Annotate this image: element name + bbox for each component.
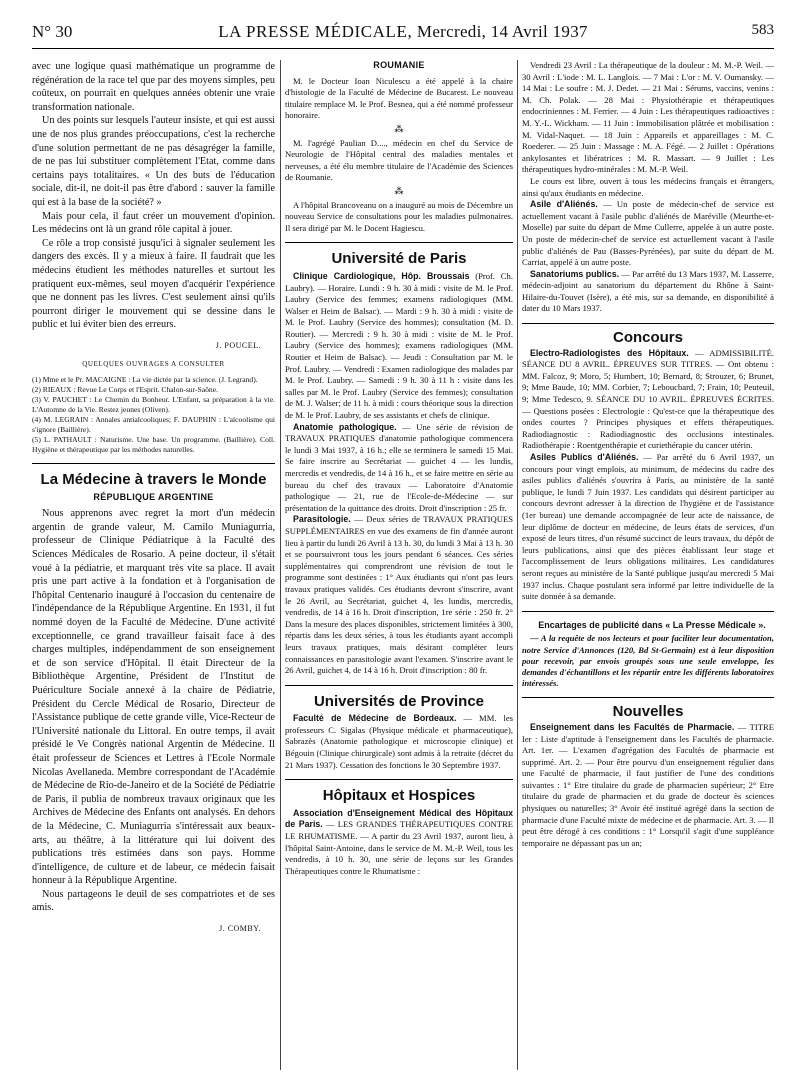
paragraph: avec une logique quasi mathématique un programme de régénération de la race tel que par des moyens simples, peu coûteux, on pourrait en quelques années obtenir une vraie transformation nationale. [32,61,275,113]
item-text: — ADMISSIBILITÉ. SÉANCE DU 8 AVRIL. ÉPREUVES SUR TITRES. — Ont obtenu : MM. Falcoz, 9; Moro, 5; Humbert, 10; Bernard, 8; Strouzer, 6; Brunet, 9; Mme Baude, 10; MM. Corbier, 7; Leboucbard, 7; Frain, 10; Peuteuil, 9; Mme Tedesco, 9. SÉANCE DU 10 AVRIL. ÉPREUVES ÉCRITES. — Questions posées : Electrologie : Qu'est-ce que la thérapeutique des ondes courtes ? Principes physiques et effets thérapeutiques. Radiodiagnostic : Radiodiagnostic des occlusions intestinales. Radiothérapie : Roentgenthérapie et curiethérapie du cancer utérin. [522,347,774,451]
column-2 [285,60,513,1070]
divider [285,242,513,243]
section-title: Nouvelles [612,703,684,721]
item-lead: Anatomie pathologique. [293,421,397,432]
paragraph: Nous partageons le deuil de ses compatriotes et de ses amis. [32,888,275,914]
section-title: La Médecine à travers le Monde [40,471,267,489]
item-text: (Prof. Ch. Laubry). — Horaire. Lundi : 9 h. 30 à midi : visite de M. le Prof. Laubry (Service des femmes; examens radiologiques (MM. Walser et Heim de Balsac). — Mardi : 9 h. 30 à midi : visite de M. le Prof. Laubry (Service des hommes); consultation (M. D. Routier). — Mercredi : 9 h. 30 à midi : visite de M. le Prof. Laubry (Service des hommes); examens radiologiques (MM. Routier et Heim de Balsac). — Jeudi : Consultation par M. le Prof. Laubry. — Vendredi : Examen radiologique des malades par M. le Prof. Laubry. — Samedi : 9 h. 30 à 11 h : visite dans les salles par M. le Prof. Laubry (Service des femmes); consultation de M. J. Walser; de 11 h. à midi : cours théorique sous la direction de M. le Prof. Laubry, de ses assistants et chefs de clinique. [285,270,513,421]
column-rule-2 [517,60,518,1070]
references-list [32,375,275,455]
item-text: — Une série de révision de TRAVAUX PRATIQUES d'anatomie pathologique commencera le lundi 3 Mai 1937, à 16 h.; elle se terminera le samedi 15 Mai. Se faire inscrire au Secrétariat — guichet 4 — les lundis, mercredis et vendredis, de 14 à 16 h., et se faire mettre en série au bureau du chef des travaux — Laboratoire d'Anatomie pathologique — 21, rue de l'Ecole-de-Médecine — sur présentation de la quittance des droits. Droit d'inscription : 25 fr. [285,421,513,513]
paragraph: Le cours est libre, ouvert à tous les médecins français et étrangers, ainsi qu'aux étudiants en médecine. [522,175,774,198]
column-rule-1 [280,60,281,1070]
country-heading: RÉPUBLIQUE ARGENTINE [93,491,214,502]
signature: J. POUCEL. [215,340,261,350]
section-title: Concours [612,329,683,347]
signature: J. COMBY. [219,924,261,934]
section-title: Université de Paris [331,250,467,268]
paragraph: Ce rôle a trop consisté jusqu'ici à signaler seulement les dangers des excès. Il y a mieux à faire. Il faudrait que les médecins étudient les méthodes naturelles et surtout les pratiquent eux-mêmes, seul moyen d'acquérir l'expérience que ne donnent pas les livres. C'est seulement ainsi qu'ils pourront diriger le mouvement qui se dessine dans le public et lui éviter bien des erreurs. [32,237,275,331]
divider [285,685,513,686]
page-number: 583 [751,22,774,38]
news-item [285,422,513,515]
column-1 [32,60,275,1070]
paragraph: Mais pour cela, il faut créer un mouvement d'opinion. Les médecins ont là un grand rôle capital à jouer. [32,210,275,236]
item-lead: Asiles Publics d'Aliénés. [530,452,639,462]
news-item [522,199,774,269]
journal-title [32,22,774,42]
paragraph: M. l'agrégé Paulian D...., médecin en chef du Service de Neurologie de l'Hôpital central des maladies mentales et nerveuses, a été élu membre titulaire de l'Académie des Sciences de Roumanie. [285,137,513,183]
news-item [285,271,513,422]
news-item [522,452,774,603]
item-text: — MM. les professeurs C. Sigalas (Physique médicale et pharmaceutique), Sabrazès (Anatomie pathologique et microscopie clinique) et Bégouin (Clinique chirurgicale) sont admis à la retraite (décret du 21 Mars 1937). Cessation des fonctions le 30 Septembre 1937. [285,713,513,770]
column-3 [522,60,774,1070]
reference-item: (1) Mme et le Pr. MACAIGNE : La vie dictée par la science. (J. Legrand). [32,375,258,385]
separator-stars: ⁂ [394,123,404,134]
reference-item: (3) V. PAUCHET : Le Chemin du Bonheur. L'Enfant, sa préparation à la vie. L'Automne de la Vie. Restez jeunes (Oliven). [32,395,275,415]
reference-item: (5) L. PATHAULT : Naturisme. Une base. Un programme. (Baillière). Coll. Hygiène et thérapeutique par les méthodes naturelles. [32,435,275,455]
paragraph: Vendredi 23 Avril : La thérapeutique de la douleur : M. M.-P. Weil. — 30 Avril : L'iode : M. L. Langlois. — 7 Mai : L'or : M. V. Oumansky. — 14 Mai : Le soufre : M. J. Dedet. — 21 Mai : Sérums, vaccins, venins : M. Ch. Polak. — 28 Mai : Physiothérapie et thérapeutiques endocriniennes : M. Ferrier. — 4 Juin : Les thérapeutiques radioactives : M. Y.-L. Wickham. — 11 Juin : Immobilisation plâtrée et mobilisation : M. Vidal-Naquet. — 18 Juin : Appareils et appareillages : M. C. Roederer. — 25 Juin : Massage : M. A. Fégé. — 2 Juillet : Opérations ankylosantes et libératrices : M. R. Massart. — 9 Juillet : Les thérapeutiques hydro-minérales : M. M.-P. Weil. [522,60,774,175]
paragraph: M. le Docteur Ioan Niculescu a été appelé à la chaire d'histologie de la Faculté de Médecine de Bucarest. Le nouveau titulaire remplace M. le Prof. Besnea, qui a été nommé professeur honoraire. [285,75,513,121]
news-item [285,808,513,878]
item-text: — Par arrêté du 13 Mars 1937, M. Lasserre, médecin-adjoint au sanatorium du département du Rhône à Saint-Hilaire-du-Touvet (Isère), a été mis, sur sa demande, en disponibilité à dater du 10 Mars 1937. [522,268,774,314]
item-text: — Deux séries de TRAVAUX PRATIQUES SUPPLÉMENTAIRES en vue des examens de fin d'année auront lieu à partir du lundi 26 Avril à 13 h. 30, du lundi 3 Mai à 13 h. 30 et se poursuivront tous les jours pendant 6 séances. Ces séries supplémentaires qui comprendront une révision de tout le programme sont destinées : 1° Aux étudiants qui n'ont pas leurs travaux pratiques validés. Ces étudiants devront s'inscrire, avant le 26 Avril, au Secrétariat, guichet 4, les lundis, mercredis, vendredis, de 14 à 16 h. Droit d'inscription, 1re série : 250 fr. 2° Dans la mesure des places disponibles, strictement limitées à 300, répartis dans les deux séries, à tous les étudiants ayant accompli leurs travaux pratiques, mais désirant compléter leurs connaissances en parasitologie avant l'examen. S'inscrire avant le 26 Avril, guichet 4, de 14 à 16 h. Droit d'inscription : 80 fr. [285,514,513,676]
item-lead: Electro-Radiologistes des Hôpitaux. [530,347,689,358]
divider [522,697,774,698]
section-title: Hôpitaux et Hospices [322,787,476,805]
section-title: Universités de Province [313,692,485,710]
paragraph: A l'hôpital Brancoveanu on a inauguré au mois de Décembre un nouveau Service de consultations pour les maladies pulmonaires. Il sera dirigé par M. le Docent Hagiescu. [285,199,513,233]
item-lead: Asile d'Aliénés. [530,199,598,210]
item-lead: Clinique Cardiologique, Hôp. Broussais [293,270,470,281]
item-text: — LES GRANDES THÉRAPEUTIQUES CONTRE LE RHUMATISME. — A partir du 23 Avril 1937, auront lieu, à l'hôpital Saint-Antoine, dans le service de M. M.-P. Weil, tous les vendredis, à 10 h. 30, une série de leçons sur les Grandes Thérapeutiques contre le Rhumatisme : [285,819,513,876]
paragraph: Un des points sur lesquels l'auteur insiste, et qui est aussi une de nos plus grandes préoccupations, c'est la recherche d'une solution permettant de ne pas désagréger la famille, de ne pas lui substituer complètement l'Etat, comme dans certains pays totalitaires. « Un des buts de l'éducation sociale, dit-il, ne doit-il pas être d'abord : sauver la famille qui est à la base de la société? » [32,115,275,208]
reference-item: (4) M. LEGRAIN : Annales antialcooliques; F. DAUPHIN : L'alcoolisme qui s'ignore (Baillière). [32,415,275,435]
item-lead: Enseignement dans les Facultés de Pharmacie. [530,721,735,732]
divider [32,463,275,464]
news-item [522,722,774,850]
news-item [522,348,774,452]
item-lead: Sanatoriums publics. [530,268,620,279]
issue-date: Mercredi, 14 Avril 1937 [416,22,588,41]
news-item [522,269,774,315]
issue-number: N° 30 [32,22,73,41]
reference-item: (2) RIEAUX : Revue Le Corps et l'Esprit. Chalon-sur-Saône. [32,385,218,395]
item-text: — Par arrêté du 6 Avril 1937, un concours pour vingt emplois, au minimum, de médecins du cadre des asiles publics d'aliénés s'ouvrira à Paris, au ministère de la santé publique, le lundi 7 Juin 1937. Les candidats qui désirent participer au concours devront adresser à la direction de l'hygiène et de l'assistance (1er bureau) une demande accompagnée de leur acte de naissance, de leur diplôme de docteur en médecine, de leurs états de services, d'un exposé de leurs titres, d'un résumé succinct de leurs travaux, du dépôt de leurs publications, ainsi que des pièces établissant leur stage et l'accomplissement de leurs obligations militaires. Les candidatures seront reçues au ministère de la Santé publique jusqu'au mercredi 5 Mai 1937 inclus. Chaque postulant sera informé par lettre individuelle de la suite donnée à sa demande. [522,452,774,602]
notice-body: — A la requête de nos lecteurs et pour faciliter leur documentation, notre Service d'Annonces (120, Bd St-Germain) est à leur disposition pour recevoir, par envois groupés sous une seule enveloppe, les demandes d'échantillons et les répartir entre les différents laboratoires intéressés. [522,633,774,689]
item-text: — TITRE Ier : Liste d'aptitude à l'enseignement dans les Facultés de pharmacie. Art. 1er. — L'examen d'agrégation des Facultés de pharmacie est supprimé. Art. 2. — Pour être pourvu d'un enseignement régulier dans une Faculté de pharmacie, il faut justifier de l'une des conditions suivantes : 1° Etre titulaire du grade de pharmacien supérieur; 2° Etre titulaire du grade de pharmacien et du grade de docteur ès sciences physiques ou naturelles; 3° Avoir été institué agrégé dans la section de pharmacie d'une Faculté mixte de médecine et de pharmacie. Art. 3. — Il peut être dérogé à ces conditions : 1° Lorsqu'il s'agit d'une suppléance temporaire ne dépassant pas un an; [522,721,774,848]
news-item [285,514,513,676]
item-lead: Association d'Enseignement Médical des Hôpitaux de Paris. [285,807,513,830]
page-header [32,18,774,49]
divider [285,779,513,780]
news-item [285,713,513,771]
journal-name: LA PRESSE MÉDICALE, [218,22,413,41]
paragraph: Nous apprenons avec regret la mort d'un médecin argentin de grande valeur, M. Camilo Muniagurria, professeur de Clinique Pédiatrique à la Faculté des Sciences Médicales de Rosario. A peine docteur, il s'était voué à la pédiatrie, et marquant très vite sa place. Il avait pris une part active à la fondation et à l'organisation de l'hôpital Centenario inauguré à l'occasion du centenaire de l'indépendance de la République Argentine. En 1931, il fut nommé doyen de la Faculté de Médecine. D'une activité exceptionnelle, ce grand travailleur faisait face à des charges multiples, indépendamment de son enseignement et de son service d'Hôpital. Il était Directeur de la Bibliothèque Argentine, Président de l'Institut de Puériculture Sociale annexé à la chaire de Pédiatrie, Président du Cercle Médical de Rosario, Directeur de l'Assistance publique de cette grande ville, Vice-Recteur de l'Université nationale du Littoral. En outre temps, il avait présidé le Ve Congrès national Argentin de Médecine. Il était professeur de Sciences et Lettres à l'Ecole Normale Nicolas Avellaneda. Membre correspondant de l'Académie de Médecine de Rio-de-Janeiro et de la Société de Pédiatrie de Paris, il publia de nombreux travaux originaux que les Archives de Médecine des Enfants ont analysés. En dehors de la Médecine, C. Muniagurria s'intéressait aux beaux-arts, au théâtre, à la littérature qui lui doivent des publications très estimées dans son pays. Homme d'intelligence, de culture et de labeur, ce médecin faisait honneur à la République Argentine. [32,508,275,887]
item-lead: Parasitologie. [293,514,351,525]
divider [522,323,774,324]
divider [522,611,774,612]
references-heading: QUELQUES OUVRAGES A CONSULTER [82,360,225,369]
item-lead: Faculté de Médecine de Bordeaux. [293,713,457,724]
notice-title: Encartages de publicité dans « La Presse Médicale ». [538,619,766,630]
separator-stars: ⁂ [394,185,404,196]
country-heading: ROUMANIE [373,60,425,70]
item-text: — Un poste de médecin-chef de service est actuellement vacant à l'asile public d'aliénés de Maréville (Meurthe-et-Moselle) par suite du départ de Mme Cullerre, appelée à un autre poste. Un poste de médecin-chef de service est actuellement vacant à l'asile public d'aliénés de Pau (Basses-Pyrénées), par suite du départ de M. Carriat, appelé à un autre poste. [522,199,774,268]
